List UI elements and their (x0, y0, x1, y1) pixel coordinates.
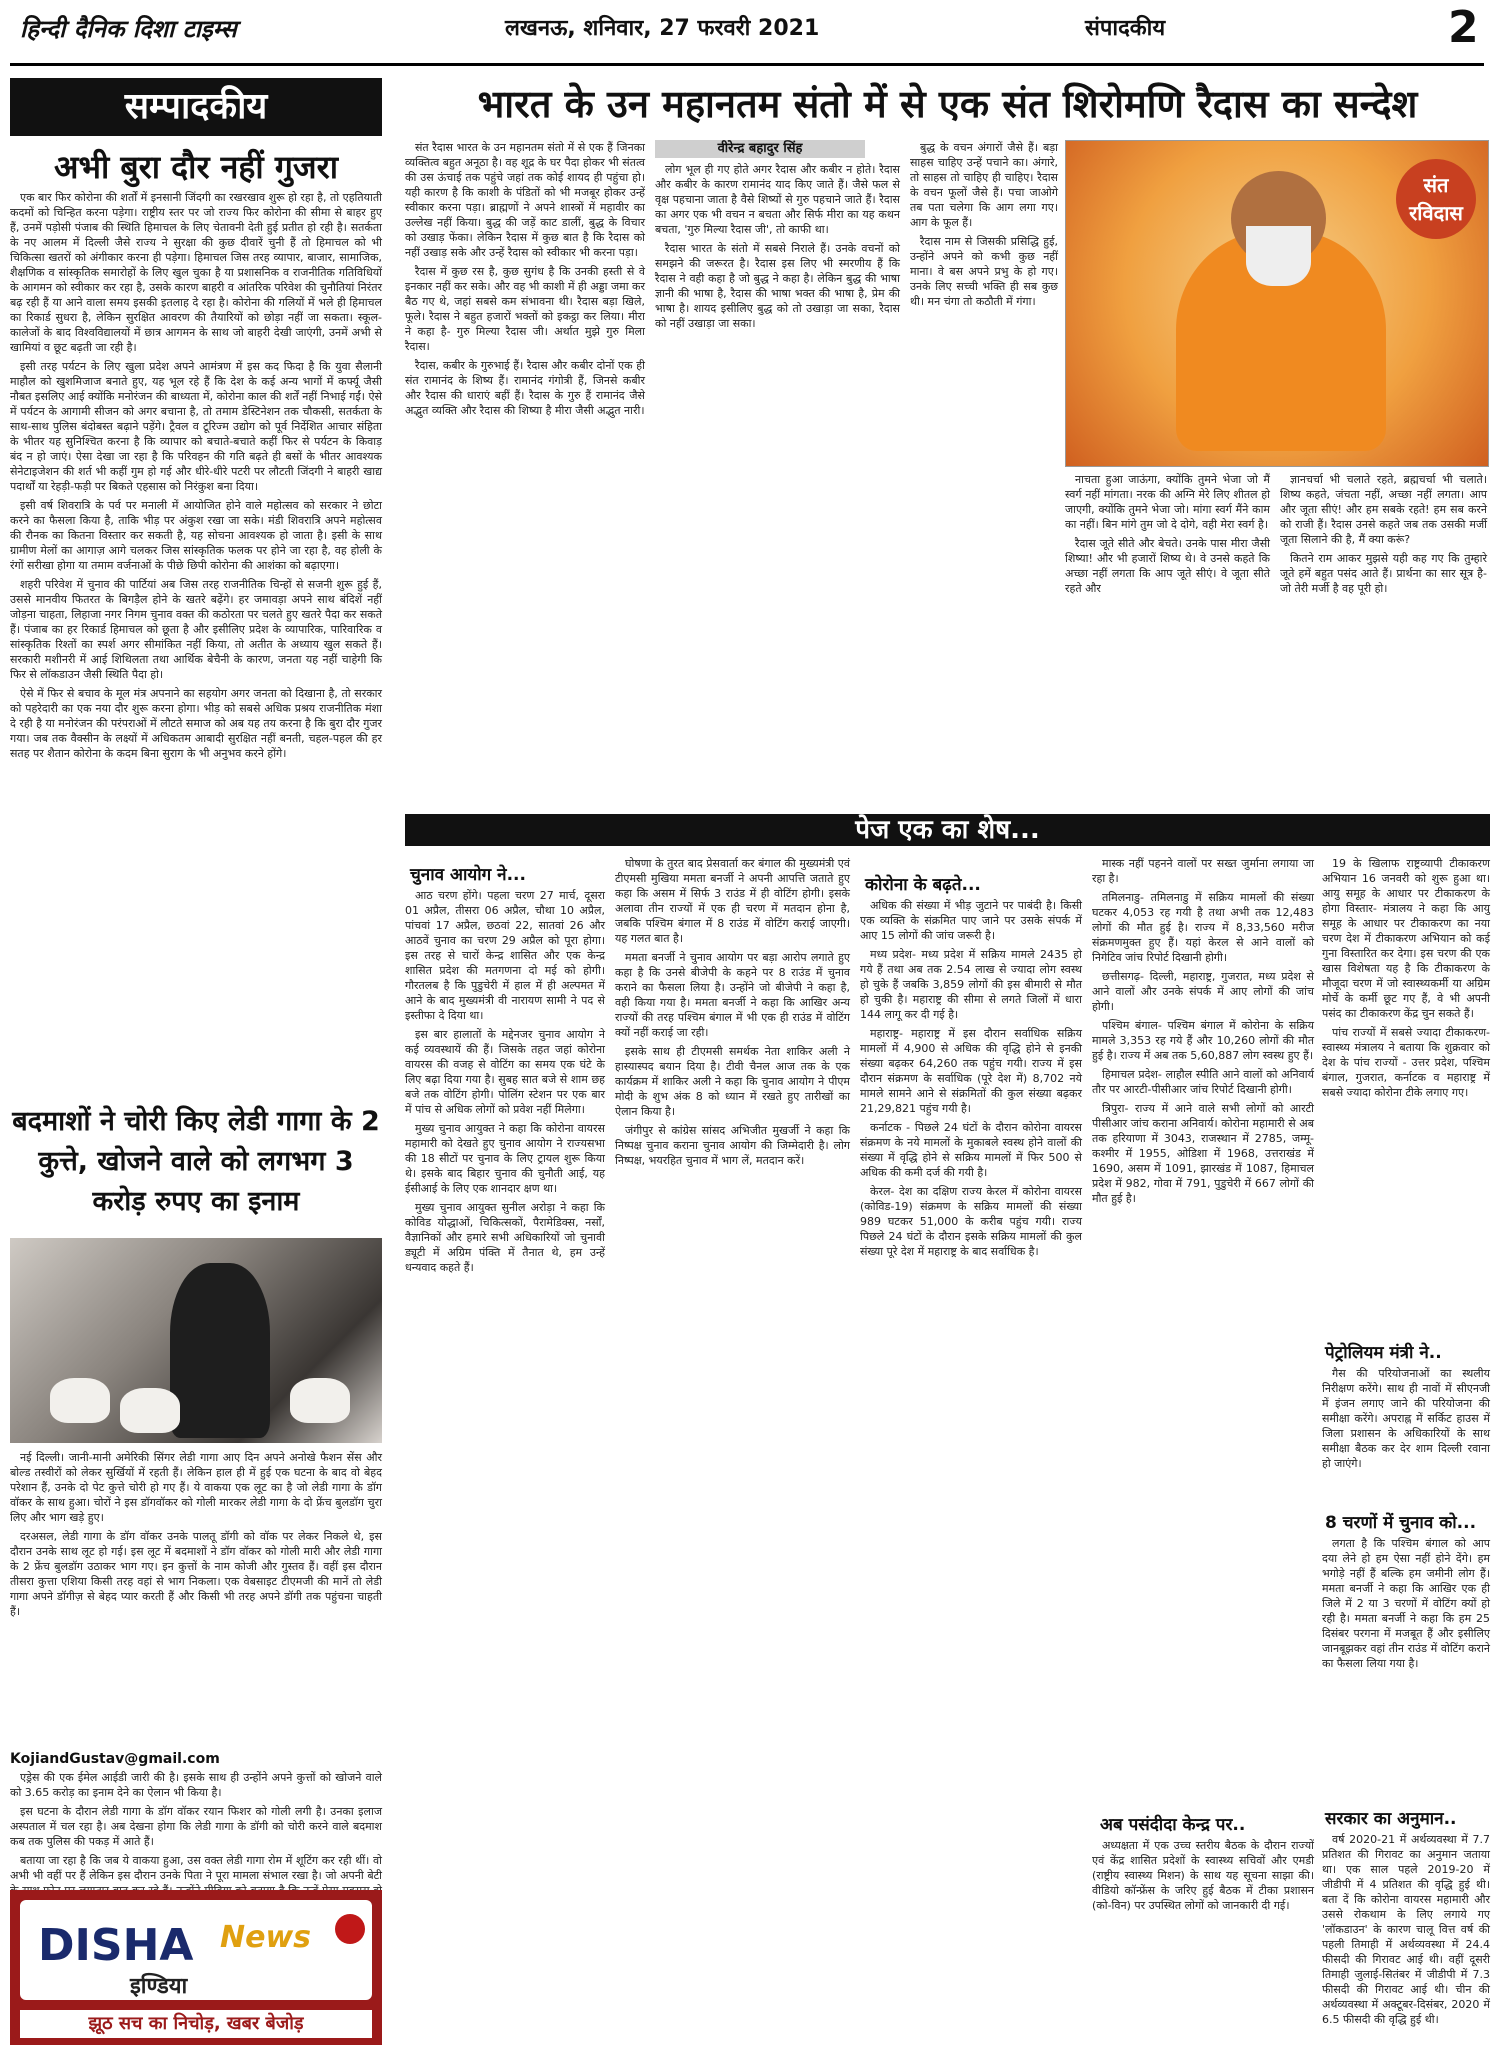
main-headline: भारत के उन महानतम संतो में से एक संत शिरोमणि रैदास का सन्देश (477, 82, 1418, 126)
corona-paragraph: मास्क नहीं पहनने वालों पर सख्त जुर्माना लगाया जा रहा है। (1092, 857, 1314, 885)
ad-brand-india: इण्डिया (130, 1974, 188, 1999)
main-paragraph: रैदास भारत के संतो में सबसे निराले हैं। उनके वचनों को समझने की जरूरत है। रैदास इस लिए भी स्मरणीय हैं कि रैदास ने वही कहा है जो बुद्ध ने कहा है। लेकिन बुद्ध की भाषा ज्ञानी की भाषा है, रैदास की भाषा भक्त की भाषा है, प्रेम की भाषा है। शायद इसीलिए बुद्ध को तो उखाड़ा जा सका, रैदास को नहीं उखाड़ा जा सका। (655, 242, 900, 330)
election-paragraph: आठ चरण होंगे। पहला चरण 27 मार्च, दूसरा 01 अप्रैल, तीसरा 06 अप्रैल, चौथा 10 अप्रैल, पांचवां 17 अप्रैल, छठवां 22, सातवां 26 और आठवें चुनाव का चरण 29 अप्रैल को पूरा होगा। इस तरह से चारों केन्द्र शासित और एक केन्द्र शासित प्रदेश की मतगणना दो मई को होगी। गौरतलब है कि पुडुचेरी में हाल में ही अल्पमत में आने के बाद मुख्यमंत्री वी नारायण सामी ने पद से इस्तीफा दे दिया था। (405, 889, 605, 1022)
ad-brand: DISHA (38, 1920, 194, 1971)
election-paragraph: ममता बनर्जी ने चुनाव आयोग पर बड़ा आरोप लगाते हुए कहा है कि उनसे बीजेपी के कहने पर 8 राउंड में चुनाव कराने का फैसला लिया है। उन्होंने जो बीजेपी ने कहा है, वही किया गया है। ममता बनर्जी ने कहा कि आखिर अन्य राज्यों की तरह पश्चिम बंगाल में भी एक ही राउंड में वोटिंग क्यों नहीं कराई जा रही। (615, 951, 850, 1039)
election-paragraph: घोषणा के तुरत बाद प्रेसवार्ता कर बंगाल की मुख्यमंत्री एवं टीएमसी मुखिया ममता बनर्जी ने अपनी आपत्ति जताते हुए कहा कि असम में सिर्फ 3 राउंड में ही वोटिंग होगी। इसके अलावा तीन राज्यों में एक ही चरण में मतदान होना है, जबकि पश्चिम बंगाल में 8 राउंड में वोटिंग कराई जाएगी। यह गलत बात है। (615, 857, 850, 945)
election-paragraph: मुख्य चुनाव आयुक्त ने कहा कि कोरोना वायरस महामारी को देखते हुए चुनाव आयोग ने राज्यसभा की 18 सीटों पर चुनाव के लिए ट्रायल शुरू किया थे। इसके बाद बिहार चुनाव की चुनौती आई, यह ईसीआई के लिए एक शानदार क्षण था। (405, 1122, 605, 1195)
story-body-2 (10, 1770, 382, 1888)
main-paragraph: रैदास, कबीर के गुरुभाई हैं। रैदास और कबीर दोनों एक ही संत रामानंद के शिष्य हैं। रामानंद गंगोत्री हैं, जिनसे कबीर और रैदास की धाराएं बहीं हैं। रैदास के गुरु हैं रामानंद जैसे अद्भुत व्यक्ति और रैदास की शिष्या है मीरा जैसी अद्भुत नारी। (405, 359, 645, 417)
corona-paragraph: हिमाचल प्रदेश- लाहौल स्पीति आने वालों को अनिवार्य तौर पर आरटी-पीसीआर जांच रिपोर्ट दिखानी होगी। (1092, 1068, 1314, 1096)
main-column-1 (405, 140, 645, 810)
election-title: चुनाव आयोग ने... (410, 865, 526, 885)
election-column-2 (615, 856, 850, 2040)
abpasandida-body (1092, 1838, 1314, 2040)
economy-paragraph: वर्ष 2020-21 में अर्थव्यवस्था में 7.7 प्रतिशत की गिरावट का अनुमान जताया था। एक साल पहले 2019-20 में जीडीपी में 4 प्रतिशत की वृद्धि हुई थी। बता दें कि कोरोना वायरस महामारी और उससे रोकथाम के लिए लगाये गए 'लॉकडाउन' के कारण चालू वित्त वर्ष की पहली तिमाही में अर्थव्यवस्था में 24.4 फीसदी की गिरावट आई थी। वहीं दूसरी तिमाही जुलाई-सितंबर में जीडीपी में 7.3 फीसदी की गिरावट आई थी। चीन की अर्थव्यवस्था में अक्टूबर-दिसंबर, 2020 में 6.5 फीसदी की वृद्धि हुई थी। (1322, 1833, 1490, 2026)
corona-paragraph: तमिलनाडु- तमिलनाडु में सक्रिय मामलों की संख्या घटकर 4,053 रह गयी है तथा अभी तक 12,483 लोगों की मौत हुई है। राज्य में 8,33,560 मरीज संक्रमणमुक्त हुए हैं। यहां केरल से आने वालों को निगेटिव जांच रिपोर्ट दिखानी होगी। (1092, 891, 1314, 964)
saint-beard (1246, 226, 1311, 286)
phases-body (1322, 1536, 1490, 1796)
dog-figure (50, 1378, 110, 1423)
corona-paragraph: पश्चिम बंगाल- पश्चिम बंगाल में कोरोना के सक्रिय मामले 3,353 रह गये हैं और 10,260 लोगों की मौत हुई है। राज्य में अब तक 5,60,887 लोग स्वस्थ हुए हैं। (1092, 1019, 1314, 1062)
image-caption: संत रविदास (1396, 159, 1476, 239)
main-column-5 (1280, 472, 1487, 810)
main-paragraph: कितने राम आकर मुझसे यही कह गए कि तुम्हारे जूते हमें बहुत पसंद आते हैं। प्रार्थना का सार सूत्र है- जो तेरी मर्जी है वह पूरी हो। (1280, 552, 1487, 595)
petroleum-paragraph: गैस की परियोजनाओं का स्थलीय निरीक्षण करेंगे। साथ ही नावों में सीएनजी में इंजन लगाए जाने की परियोजना की समीक्षा करेंगे। अपराह्न में सर्किट हाउस में जिला प्रशासन के अधिकारियों के साथ समीक्षा बैठक कर देर शाम दिल्ली रवाना हो जाएंगे। (1322, 1367, 1490, 1470)
editorial-paragraph: इसी वर्ष शिवरात्रि के पर्व पर मनाली में आयोजित होने वाले महोत्सव को सरकार ने छोटा करने का फैसला किया है, ताकि भीड़ पर अंकुश रखा जा सके। मंडी शिवरात्रि अपने महोत्सव की रौनक का कितना विस्तार कर सकती है, यह सोचना आवश्यक हो जाता है। इसी के साथ ग्रामीण मेलों का आगाज़ आगे चलकर जिस सांस्कृतिक फलक पर होने जा रहा है, वह होली के रंगों सरीखा होगा या तमाम वर्जनाओं के पीछे छिपी कोरोना की आशंका को बढ़ाएगा। (10, 499, 382, 572)
vaccine-column (1322, 856, 1490, 1326)
microphone-icon (335, 1914, 365, 1944)
person-figure (170, 1263, 270, 1438)
main-paragraph: नाचता हुआ जाऊंगा, क्योंकि तुमने भेजा जो मैं स्वर्ग नहीं मांगता। नरक की अग्नि मेरे लिए शीतल हो जाएगी, क्योंकि तुमने भेजा जो। मांगा स्वर्ग मैंने काम का नहीं। बिन मांगे तुम जो दे दोगे, वही मेरा स्वर्ग है। (1065, 473, 1270, 531)
economy-title: सरकार का अनुमान.. (1325, 1809, 1457, 1829)
story-paragraph: दरअसल, लेडी गागा के डॉग वॉकर उनके पालतू डॉगी को वॉक पर लेकर निकले थे, इस दौरान उनके साथ लूट हो गई। इस लूट में बदमाशों ने डॉग वॉकर को गोली मारी और लेडी गागा के 2 फ्रेंच बुलडॉग उठाकर भाग गए। इन कुत्तों के नाम कोजी और गुस्तव हैं। वहीं इस दौरान तीसरा कुत्ता एशिया किसी तरह वहां से भाग निकला। एक वेबसाइट टीएमजी की मानें तो लेडी गागा अपने डॉगीज़ से बेहद प्यार करती हैं और किसी भी तरह अपने डॉगी तक पहुंचना चाहती हैं। (10, 1530, 382, 1618)
phases-paragraph: लगता है कि पश्चिम बंगाल को आप दया लेने हो हम ऐसा नहीं होने देंगे। हम भगोड़े नहीं हैं बल्कि हम जमीनी लोग हैं। ममता बनर्जी ने कहा कि आखिर एक ही जिले में 2 या 3 चरणों में वोटिंग क्यों हो रही है। ममता बनर्जी ने कहा कि हम 25 दिसंबर परगना में मजबूत हैं और इसीलिए जानबूझकर वहां तीन राउंड में वोटिंग कराने का फैसला लिया गया है। (1322, 1537, 1490, 1670)
abpasandida-paragraph: अध्यक्षता में एक उच्च स्तरीय बैठक के दौरान राज्यों एवं केंद्र शासित प्रदेशों के स्वास्थ्य सचिवों और एमडी (राष्ट्रीय स्वास्थ्य मिशन) के साथ यह सूचना साझा की। वीडियो कॉन्फ्रेंस के जरिए हुई बैठक में टीका प्रशासन (को-विन) पर उपस्थित लोगों को जानकारी दी गई। (1092, 1839, 1314, 1912)
story-paragraph: नई दिल्ली। जानी-मानी अमेरिकी सिंगर लेडी गागा आए दिन अपने अनोखे फैशन सेंस और बोल्ड तस्वीरों को लेकर सुर्खियों में रहती हैं। लेकिन हाल ही में हुई एक घटना के बाद वो बेहद परेशान हैं, उनके दो पेट कुत्ते चोरी हो गए हैं। ये वाकया एक लूट का है जो लेडी गागा के डॉग वॉकर के साथ हुआ। चोरों ने इस डॉगवॉकर को गोली मारकर लेडी गागा के दो फ्रेंच बुलडॉग चुरा लिए और भाग खड़े हुए। (10, 1451, 382, 1524)
story-email: KojiandGustav@gmail.com (10, 1751, 220, 1767)
economy-body (1322, 1832, 1490, 2040)
election-paragraph: जंगीपुर से कांग्रेस सांसद अभिजीत मुखर्जी ने कहा कि निष्पक्ष चुनाव कराना चुनाव आयोग की जिम्मेदारी है। लोग निष्पक्ष, भयरहित चुनाव में भाग लें, मतदान करें। (615, 1124, 850, 1167)
disha-news-ad[interactable] (10, 1890, 382, 2045)
story-paragraph: बताया जा रहा है कि जब ये वाकया हुआ, उस वक्त लेडी गागा रोम में शूटिंग कर रही थीं। वो अभी भी वहीं पर हैं लेकिन इस दौरान उनके पिता ने पूरा मामला संभाल रखा है। जो अपनी बेटी (10, 1854, 382, 1882)
election-paragraph: इसके साथ ही टीएमसी समर्थक नेता शाकिर अली ने हास्यास्पद बयान दिया है। टीवी चैनल आज तक के एक कार्यक्रम में शाकिर अली ने कहा कि चुनाव आयोग ने पीएम मोदी के शुभ अंक 8 को ध्यान में रखते हुए तारीखों का ऐलान किया है। (615, 1045, 850, 1118)
vaccine-paragraph: 19 के खिलाफ राष्ट्रव्यापी टीकाकरण अभियान 16 जनवरी को शुरू हुआ था। आयु समूह के आधार पर टीकाकरण के होगा विस्तार- मंत्रालय ने कहा कि आयु समूह के आधार पर टीकाकरण का नया चरण देश में टीकाकरण अभियान को कई गुना विस्तारित कर देगा। इस चरण की एक खास विशेषता यह है कि टीकाकरण के मौजूदा चरण में जो स्वास्थ्यकर्मी या अग्रिम मोर्चे के कर्मी छूट गए हैं, वे भी अपनी पसंद का टीकाकरण केंद्र चुन सकते हैं। (1322, 857, 1490, 1020)
ad-tagline: झूठ सच का निचोड़, खबर बेजोड़ (20, 2010, 372, 2038)
corona-column-2 (1092, 856, 1314, 1806)
editorial-paragraph: ऐसे में फिर से बचाव के मूल मंत्र अपनाने का सहयोग अगर जनता को दिखाना है, तो सरकार को पहरेदारी का एक नया दौर शुरू करना होगा। भीड़ को सबसे अधिक प्रश्रय राजनीतिक मंशा दे रही है या मनोरंजन की परंपराओं में लौटते समाज को अब यह तय करना है कि बुरा दौर गुजर गया। जब तक वैक्सीन के लक्ष्यों में अधिकतम आबादी सुरक्षित नहीं बनती, चहल-पहल की हर सतह पर शैतान कोरोना के कदम बिना सुराग के भी अनुभव करने होंगे। (10, 687, 382, 760)
byline: वीरेन्द्र बहादुर सिंह (655, 140, 865, 158)
petroleum-title: पेट्रोलियम मंत्री ने.. (1325, 1343, 1442, 1363)
story-paragraph: एड्रेस की एक ईमेल आईडी जारी की है। इसके साथ ही उन्होंने अपने कुत्तों को खोजने वाले को 3.65 करोड़ का इनाम देने का ऐलान भी किया है। (10, 1771, 382, 1799)
election-column-1 (405, 888, 605, 2040)
main-column-4 (1065, 472, 1270, 810)
editorial-label: सम्पादकीय (10, 78, 382, 136)
story-photo (10, 1238, 382, 1443)
main-paragraph: रैदास जूते सीते और बेचते। उनके पास मीरा जैसी शिष्या! और भी हजारों शिष्य थे। वे उनसे कहते कि अच्छा नहीं लगता कि आप जूते सीएं। वे जूता सीते रहते और (1065, 537, 1270, 595)
election-paragraph: मुख्य चुनाव आयुक्त सुनील अरोड़ा ने कहा कि कोविड योद्धाओं, चिकित्सकों, पैरामेडिक्स, नर्सों, वैज्ञानिकों और हमारे सभी अधिकारियों जो चुनावी ड्यूटी में अग्रिम पंक्ति में तैनात थे, हम उन्हें धन्यवाद कहते हैं। (405, 1201, 605, 1274)
editorial-paragraph: शहरी परिवेश में चुनाव की पार्टियां अब जिस तरह राजनीतिक चिन्हों से सजनी शुरू हुई हैं, उससे मानवीय फितरत के बिगड़ैल होने के खतरे बढ़ेंगे। हर जमावड़ा अपने साथ बंदिशें नहीं जोड़ना चाहता, लिहाजा नगर निगम चुनाव वक्त की कठोरता पर चलते हुए खतरे पैदा कर सकते हैं। पंजाब का हर रिकार्ड हिमाचल को छूता है और इसीलिए प्रदेश के व्यापारिक, पारिवारिक व सांस्कृतिक रिश्तों का स्पर्श अगर सीमांकित नहीं किया, तो अतीत के अध्याय खुल सकते हैं। सरकारी मशीनरी में आई शिथिलता तथा आर्थिक बेचैनी के कारण, जनता यह नहीं चाहेगी कि फिर से लॉकडाउन जैसी स्थिति पैदा हो। (10, 578, 382, 681)
story-paragraph: इस घटना के दौरान लेडी गागा के डॉग वॉकर रयान फिशर को गोली लगी है। उनका इलाज अस्पताल में चल रहा है। अब देखना होगा कि लेडी गागा के डॉगी को चोरी करने वाले बदमाश कब तक पुलिस की पकड़ में आते हैं। (10, 1805, 382, 1848)
ad-brand-news: News (220, 1920, 312, 1955)
corona-paragraph: अधिक की संख्या में भीड़ जुटाने पर पाबंदी है। किसी एक व्यक्ति के संक्रमित पाए जाने पर उसके संपर्क में आए 15 लोगों की जांच जरूरी है। (860, 899, 1082, 942)
main-paragraph: बुद्ध के वचन अंगारों जैसे हैं। बड़ा साहस चाहिए उन्हें पचाने का। अंगारे, तो साहस तो चाहिए ही चाहिए। रैदास के वचन फूलों जैसे हैं। पचा जाओगे तब पता चलेगा कि आग लगा गए। आग के फूल हैं। (910, 141, 1058, 229)
editorial-headline: अभी बुरा दौर नहीं गुजरा (54, 148, 338, 186)
main-paragraph: ज्ञानचर्चा भी चलाते रहते, ब्रह्मचर्चा भी चलाते। शिष्य कहते, जंचता नहीं, अच्छा नहीं लगता। आप और जूता सीएं! और हम सबके रहते! हम सब करने को राजी हैं। रैदास उनसे कहते जब तक उसकी मर्जी जूता सिलाने की है, मैं क्या करूं? (1280, 473, 1487, 546)
main-paragraph: रैदास में कुछ रस है, कुछ सुगंध है कि उनकी हस्ती से वे इनकार नहीं कर सके। और वह भी काशी में ही अड्डा जमा कर बैठ गए थे, जहां सबसे कम संभावना थी। रैदास बड़ा खिले, फूले। रैदास ने बहुत हजारों भक्तों को इकट्ठा कर लिया। मीरा ने कहा है- गुरु मिल्या रैदास जी। अर्थात मुझे गुरु मिला रैदास। (405, 265, 645, 353)
main-paragraph: रैदास नाम से जिसकी प्रसिद्धि हुई, उन्होंने अपने को कभी कुछ नहीं माना। वे बस अपने प्रभु के हो गए। उनके लिए सच्ची भक्ति ही सब कुछ थी। मन चंगा तो कठौती में गंगा। (910, 235, 1058, 308)
main-paragraph: संत रैदास भारत के उन महानतम संतो में से एक हैं जिनका व्यक्तित्व बहुत अनूठा है। वह शूद्र के घर पैदा होकर भी संतत्व की उस ऊंचाई तक पहुंचे जहां तक कोई शायद ही पहुंचा हो। यही कारण है कि काशी के पंडितों को भी मजबूर होकर उन्हें स्वीकार करना पड़ा। ब्राह्मणों ने अपने शास्त्रों में महावीर का उल्लेख नहीं किया। बुद्ध की जड़ें काट डालीं, बुद्ध के विचार को उखाड़ फेंका। लेकिन रैदास में कुछ बात है कि रैदास को नहीं उखाड़ सके और उन्हें रैदास को स्वीकार भी करना पड़ा। (405, 141, 645, 259)
dog-figure (120, 1388, 180, 1433)
ad-logo-panel (20, 1900, 372, 2000)
main-column-2 (655, 162, 900, 810)
corona-paragraph: त्रिपुरा- राज्य में आने वाले सभी लोगों को आरटी पीसीआर जांच कराना अनिवार्य। कोरोना महामारी से अब तक हरियाणा में 3043, राजस्थान में 2785, जम्मू-कश्मीर में 1955, ओडिशा में 1968, उत्तराखंड में 1690, असम में 1091, झारखंड में 1087, हिमाचल प्रदेश में 982, गोवा में 791, पुडुचेरी में 667 लोगों की मौत हुई है। (1092, 1102, 1314, 1205)
corona-paragraph: केरल- देश का दक्षिण राज्य केरल में कोरोना वायरस (कोविड-19) संक्रमण के सक्रिय मामलों की संख्या 989 घटकर 51,000 के करीब पहुंच गयी। राज्य पिछले 24 घंटों के दौरान इसके सक्रिय मामलों की कुल संख्या पूरे देश में महाराष्ट्र के बाद सर्वाधिक है। (860, 1185, 1082, 1258)
story-headline: बदमाशों ने चोरी किए लेडी गागा के 2 कुत्ते, खोजने वाले को लगभग 3 करोड़ रुपए का इनाम (12, 1106, 380, 1217)
section-name: संपादकीय (1085, 16, 1166, 41)
newspaper-name: हिन्दी दैनिक दिशा टाइम्स (20, 15, 237, 43)
phases-title: 8 चरणों में चुनाव को... (1325, 1513, 1477, 1533)
page-number: 2 (1448, 2, 1479, 53)
main-column-3 (910, 140, 1058, 810)
story-body (10, 1450, 382, 1750)
editorial-paragraph: एक बार फिर कोरोना की शर्तों में इनसानी जिंदगी का रखरखाव शुरू हो रहा है, तो एहतियाती कदमों को चिन्हित करना पड़ेगा। राष्ट्रीय स्तर पर जो राज्य फिर कोरोना की सीमा से बाहर हुए हैं, उनमें पड़ोसी पंजाब की स्थिति हिमाचल के लिए चेतावनी देती हुई प्रतीत हो रही है। सतर्कता के नए आलम में दिल्ली जैसे राज्य ने सुरक्षा की कुछ दीवारें चुनी हैं तो हिमाचल को भी चिकित्सा खतरों को अंगीकार करना ही पड़ेगा। हिमाचल जिस तरह व्यापार, बाजार, सामाजिक, शैक्षणिक व सांस्कृतिक समारोहों के लिए खुल चुका है या प्रशासनिक व राजनीतिक गतिविधियों के आगमन को स्वीकार कर रहा है, उसके कारण बाहरी व आंतरिक परिवेश की चुनौतियां निरंतर बढ़ रही हैं या आने वाला समय इसकी इतलाह दे रहा है। कोरोना की गलियों में भले ही हिमाचल का रिकार्ड सुधरा है, लेकिन सुरक्षित आवरण की तैयारियों को छोड़ा नहीं जा सकता। स्कूल-कालेजों के बाद विश्वविद्यालयों में छात्र आगमन के साथ जो बाहरी देखी जाएंगी, उनमें अभी से खामियां व छूट बढ़ती जा रही है। (10, 191, 382, 354)
corona-paragraph: महाराष्ट्र- महाराष्ट्र में इस दौरान सर्वाधिक सक्रिय मामलों में 4,900 से अधिक की वृद्धि होने से इनकी संख्या बढ़कर 64,260 तक पहुंच गयी। राज्य में इस दौरान संक्रमण के सर्वाधिक (पूरे देश में) 8,702 नये मामले सामने आने से संक्रमितों की कुल संख्या बढ़कर 21,29,821 पहुंच गयी है। (860, 1027, 1082, 1115)
abpasandida-title: अब पसंदीदा केन्द्र पर.. (1100, 1815, 1246, 1835)
editorial-body (10, 190, 382, 1090)
vaccine-paragraph: पांच राज्यों में सबसे ज्यादा टीकाकरण- स्वास्थ्य मंत्रालय ने बताया कि शुक्रवार को देश के पांच राज्यों - उत्तर प्रदेश, पश्चिम बंगाल, गुजरात, कर्नाटक व महाराष्ट्र में सबसे ज्यादा कोरोना टीके लगाए गए। (1322, 1026, 1490, 1099)
dog-figure (290, 1378, 350, 1423)
corona-title: कोरोना के बढ़ते... (865, 875, 981, 895)
corona-paragraph: कर्नाटक - पिछले 24 घंटों के दौरान कोरोना वायरस संक्रमण के नये मामलों के मुकाबले स्वस्थ होने वालों की संख्या में वृद्धि होने से सक्रिय मामलों में फिर 500 से अधिक की कमी दर्ज की गयी है। (860, 1121, 1082, 1179)
dateline: लखनऊ, शनिवार, 27 फरवरी 2021 (505, 16, 820, 41)
main-paragraph: लोग भूल ही गए होते अगर रैदास और कबीर न होते। रैदास और कबीर के कारण रामानंद याद किए जाते हैं। जैसे फल से वृक्ष पहचाना जाता है वैसे शिष्यों से गुरु पहचाने जाते हैं। रैदास का अगर एक भी वचन न बचता और सिर्फ मीरा का यह कथन बचता, 'गुरु मिल्या रैदास जी', तो काफी था। (655, 163, 900, 236)
sant-ravidas-image (1065, 140, 1489, 467)
petroleum-body (1322, 1366, 1490, 1506)
corona-column-1 (860, 898, 1082, 2040)
election-paragraph: इस बार हालातों के मद्देनजर चुनाव आयोग ने कई व्यवस्थायें की हैं। जिसके तहत जहां कोरोना वायरस की वजह से वोटिंग का समय एक घंटे के लिए बढ़ा दिया गया है। सुबह सात बजे से शाम छह बजे तक वोटिंग होगी। पोलिंग स्टेशन पर एक बार में पांच से अधिक लोगों को प्रवेश नहीं मिलेगा। (405, 1028, 605, 1116)
corona-paragraph: छत्तीसगढ़- दिल्ली, महाराष्ट्र, गुजरात, मध्य प्रदेश से आने वालों और उनके संपर्क में आए लोगों की जांच होगी। (1092, 970, 1314, 1013)
editorial-paragraph: इसी तरह पर्यटन के लिए खुला प्रदेश अपने आमंत्रण में इस कद फिदा है कि युवा सैलानी माहौल को खुशमिजाज बनाते हुए, यह भूल रहे हैं कि देश के कई अन्य भागों में कर्फ्यू जैसी नौबत इसलिए आई क्योंकि मनोरंजन की बाध्यता में, कोरोना काल की शर्तें नहीं निभाई गईं। ऐसे में पर्यटन के आगामी सीजन को अगर बचाना है, तो तमाम डेस्टिनेशन तक चौकसी, सतर्कता के साथ-साथ पुलिस बंदोबस्त बढ़ाने पड़ेंगे। ट्रैवल व टूरिज्म उद्योग को पूर्व निर्देशित आचार संहिता के भीतर यह सुनिश्चित करना है कि व्यापार को बचाते-बचाते कहीं फिर से पर्यटन के किवाड़ बंद न हो जाएं। ऐसा देखा जा रहा है कि परिवहन की गति बढ़ते ही बसों के भीतर आवश्यक सेनेटाइजेशन की शर्त भी कहीं गुम हो गई और धीरे-धीरे पटरी पर लौटती जिंदगी ने बाहरी खाद्य पदार्थों या रेहड़ी-फड़ी पर बिकते एहसास को निरंकुश बना दिया। (10, 360, 382, 493)
corona-paragraph: मध्य प्रदेश- मध्य प्रदेश में सक्रिय मामले 2435 हो गये हैं तथा अब तक 2.54 लाख से ज्यादा लोग स्वस्थ हो चुके हैं जबकि 3,859 लोगों की इस बीमारी से मौत हो चुकी है। महाराष्ट्र की सीमा से लगते जिलों में धारा 144 लागू कर दी गई है। (860, 948, 1082, 1021)
continued-band: पेज एक का शेष... (405, 814, 1490, 846)
